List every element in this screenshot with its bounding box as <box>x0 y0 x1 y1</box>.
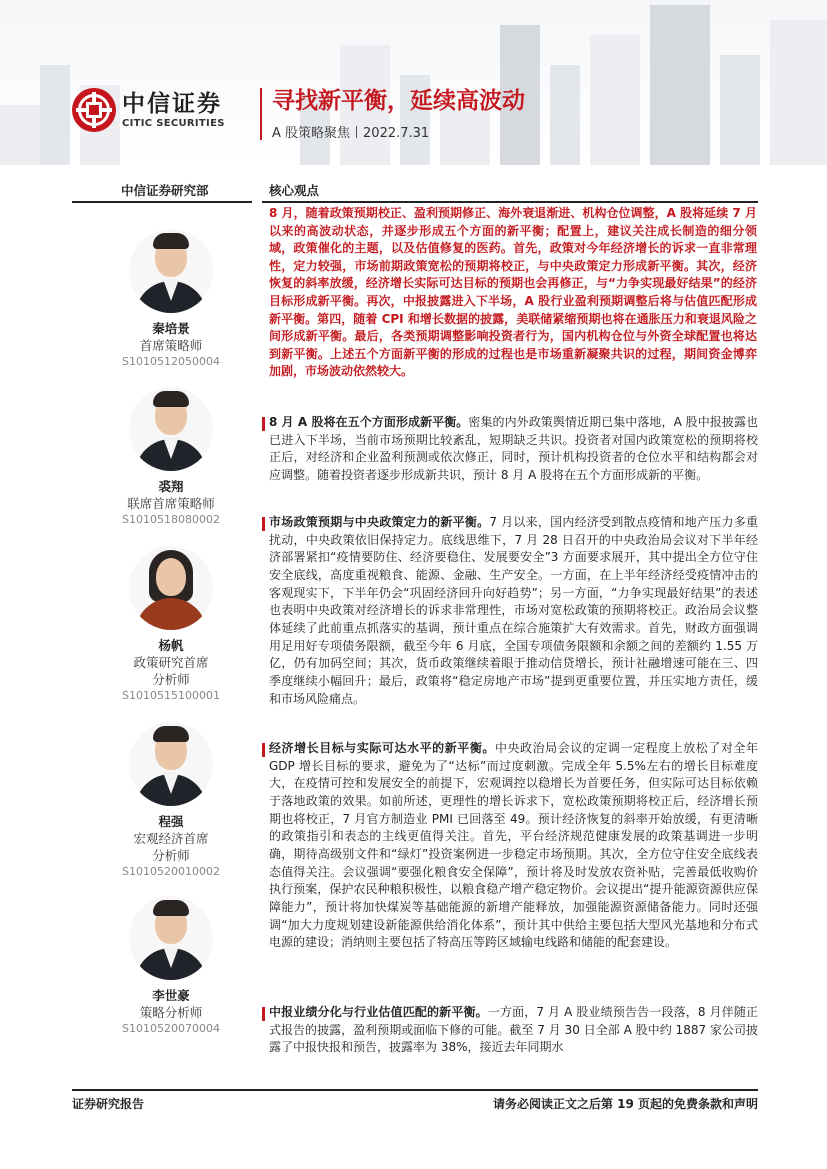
body-paragraph <box>269 414 758 485</box>
body-paragraph <box>269 740 758 952</box>
footer-disclaimer: 请务必阅读正文之后第 19 页起的免费条款和声明 <box>492 1097 758 1111</box>
analyst-role: 策略分析师 <box>139 1005 203 1020</box>
citic-logo <box>72 88 225 132</box>
analyst-photo <box>129 896 213 980</box>
logo-en-text: CITIC SECURITIES <box>122 117 225 129</box>
analyst-card <box>88 896 254 1037</box>
section-bullet <box>262 743 265 757</box>
section-bullet <box>262 517 265 531</box>
logo-cn-text: 中信证券 <box>122 90 222 117</box>
analyst-name: 李世豪 <box>152 988 190 1003</box>
analyst-role: 联席首席策略师 <box>127 496 215 511</box>
paragraph-lead: 8 月 A 股将在五个方面形成新平衡。 <box>269 415 469 429</box>
paragraph-lead: 市场政策预期与中央政策定力的新平衡。 <box>269 515 490 529</box>
footer-rule <box>72 1089 758 1091</box>
analyst-photo <box>129 722 213 806</box>
core-summary: 8 月，随着政策预期校正、盈利预期修正、海外衰退渐进、机构仓位调整，A 股将延续 7 月以来的高波动状态，并逐步形成五个方面的新平衡；配置上，建议关注成长制造的细分领域，政策催化的主题，以及估值修复的医药。首先，政策对今年经济增长的诉求一直非常理性，定力较强，市场前期政策宽松的预期将校正，与中央政策定力形成新平衡。其次，经济恢复的斜率放缓，经济增长实际可达目标的预期也会再修正，与“力争实现最好结果”的经济目标形成新平衡。再次，中报披露进入下半场，A 股行业盈利预期调整后将与估值匹配形成新平衡。第四，随着 CPI 和增长数据的披露，美联储紧缩预期也将在通胀压力和衰退风险之间形成新平衡。最后，各类预期调整影响投资者行为，国内机构仓位与外资全球配置也将达到新平衡。上述五个方面新平衡的形成的过程也是市场重新凝聚共识的过程，期间资金博弈加剧，市场波动依然较大。 <box>269 206 757 379</box>
dept-rule <box>72 201 252 203</box>
paragraph-text: 密集的内外政策舆情近期已集中落地，A 股中报披露也已进入下半场，当前市场预期比较紊乱，短期缺乏共识。投资者对国内政策宽松的预期将校正后，对经济和企业盈利预测或依次修正，同时，预计机构投资者的仓位水平和结构都会对应调整。随着投资者逐步形成新共识，预计 8 月 A 股将在五个方面形成新的平衡。 <box>269 415 759 482</box>
analyst-card <box>88 387 254 528</box>
analyst-name: 杨帆 <box>158 638 184 653</box>
analyst-license-id: S1010512050004 <box>122 355 220 368</box>
core-rule <box>262 201 758 203</box>
report-series: A 股策略聚焦 <box>272 126 351 141</box>
analyst-photo <box>129 387 213 471</box>
analyst-license-id: S1010515100001 <box>122 689 220 702</box>
analyst-card <box>88 722 254 880</box>
paragraph-text: 中央政治局会议的定调一定程度上放松了对全年 GDP 增长目标的要求，避免为了“达标”而过度刺激。完成全年 5.5%左右的增长目标难度大，在疫情可控和发展安全的前提下，宏观调控以稳增长为首要任务，但实际可达目标依赖于落地政策的效果。如前所述，更理性的增长诉求下，宽松政策预期将校正后，经济增长预期也将校正，7 月官方制造业 PMI 已回落至 49。预计经济恢复的斜率开始放缓，有更清晰的政策指引和表态的主线更值得关注。首先，平台经济规范健康发展的政策基调进一步明确，期待高级别文件和“绿灯”投资案例进一步稳定市场预期。其次，全方位守住安全底线表态值得关注。会议强调“要强化粮食安全保障”，预计将及时发放农资补贴，完善最低收购价执行预案，保护农民种粮积极性，以粮食稳产增产稳定物价。会议提出“提升能源资源供应保障能力”，预计将加快煤炭等基础能源的新增产能释放，加强能源资源储备能力。同时还强调“加大力度规划建设新能源供给消化体系”，预计其中供给主要包括大型风光基地和分布式电源的建设；消纳则主要包括了特高压等跨区域输电线路和储能的配套建设。 <box>269 741 758 950</box>
section-bullet <box>262 1007 265 1021</box>
citic-logo-mark <box>72 88 116 132</box>
paragraph-lead: 经济增长目标与实际可达水平的新平衡。 <box>269 741 495 755</box>
analyst-role: 政策研究首席 <box>133 655 209 670</box>
analyst-card <box>88 229 254 370</box>
body-paragraph <box>269 1004 758 1057</box>
paragraph-text: 一方面，7 月 A 股业绩预告告一段落，8 月伴随正式报告的披露，盈利预期或面临下修的可能。截至 7 月 30 日全部 A 股中约 1887 家公司披露了中报快报和预告，披露率为 38%，接近去年同期水 <box>269 1005 758 1055</box>
analyst-role: 首席策略师 <box>139 338 203 353</box>
analyst-card <box>88 546 254 704</box>
paragraph-lead: 中报业绩分化与行业估值匹配的新平衡。 <box>269 1005 488 1019</box>
section-bullet <box>262 417 265 431</box>
analyst-name: 程强 <box>158 814 184 829</box>
report-date: 2022.7.31 <box>363 126 430 141</box>
analyst-license-id: S1010520070004 <box>122 1022 220 1035</box>
report-title: 寻找新平衡，延续高波动 <box>272 88 525 114</box>
analyst-license-id: S1010518080002 <box>122 513 220 526</box>
analyst-role-line2: 分析师 <box>152 848 190 863</box>
analyst-photo <box>129 229 213 313</box>
analyst-name: 秦培景 <box>152 321 190 336</box>
body-paragraph <box>269 514 758 708</box>
core-heading: 核心观点 <box>269 183 320 198</box>
analyst-photo <box>129 546 213 630</box>
subtitle-separator <box>356 126 357 138</box>
report-subtitle <box>272 125 429 143</box>
analyst-role: 宏观经济首席 <box>133 831 209 846</box>
footer-label: 证券研究报告 <box>72 1097 145 1111</box>
analyst-name: 裘翔 <box>158 479 184 494</box>
analyst-license-id: S1010520010002 <box>122 865 220 878</box>
analyst-role-line2: 分析师 <box>152 672 190 687</box>
title-divider <box>260 88 262 140</box>
department-name: 中信证券研究部 <box>121 183 209 198</box>
header-banner <box>0 0 827 165</box>
paragraph-text: 7 月以来，国内经济受到散点疫情和地产压力多重扰动，中央政策依旧保持定力。底线思维下，7 月 28 日召开的中央政治局会议对下半年经济部署紧扣“疫情要防住、经济要稳住、发展要安全”3 方面要求展开，其中提出全方位守住安全底线，高度重视粮食、能源、金融、生产安全。一方面，在上半年经济经受疫情冲击的客观现实下，下半年仍会“巩固经济回升向好趋势”；另一方面，“力争实现最好结果”的表述也表明中央政策对经济增长的诉求非常理性，市场对宽松政策的预期将校正。政治局会议整体延续了此前重点抓落实的基调，预计重点在综合施策扩大有效需求。首先，财政方面强调用足用好专项债务限额，截至今年 6 月底，全国专项债务限额和余额之间的差额约 1.55 万亿，仍有加码空间；其次，货币政策继续着眼于推动信贷增长，预计社融增速可能在三、四季度继续小幅回升；最后，政策将“稳定房地产市场”提到更重要位置，并压实地方责任，缓和市场风险痛点。 <box>269 515 758 706</box>
